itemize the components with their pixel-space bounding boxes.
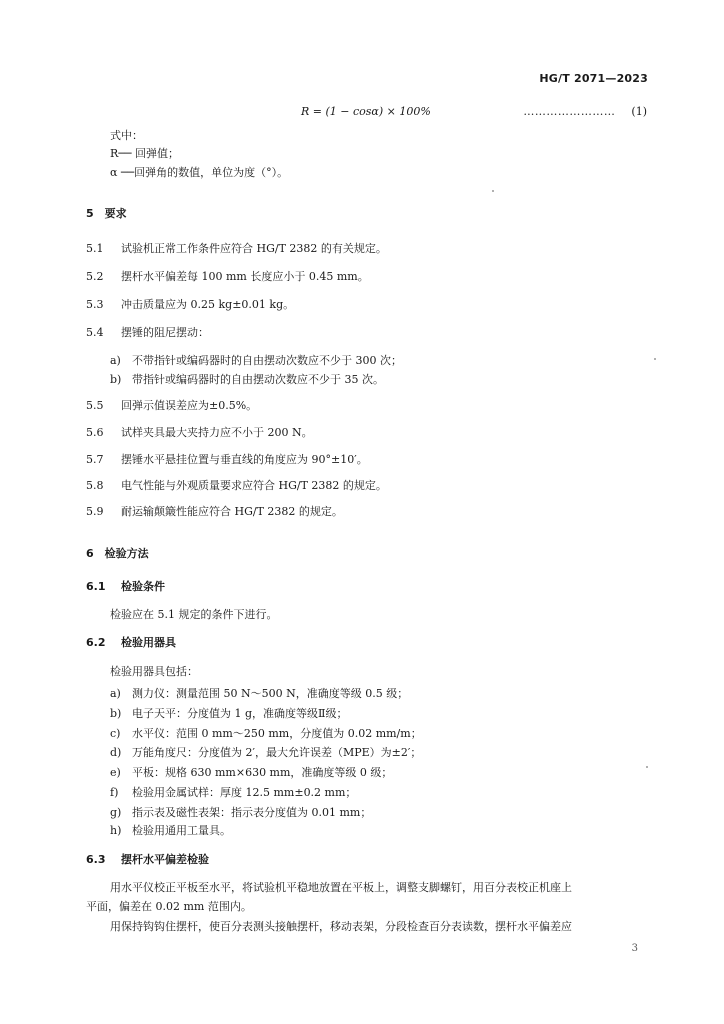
formula-leader-dots: …………………… [523, 105, 616, 118]
clause-text: 摆杆水平偏差每 100 mm 长度应小于 0.45 mm。 [121, 270, 369, 283]
clause-5-5 [86, 397, 257, 413]
list-marker: c) [110, 727, 121, 740]
clause-number: 5.8 [86, 479, 104, 492]
list-text: 万能角度尺：分度值为 2′，最大允许误差（MPE）为±2′； [132, 746, 422, 759]
list-marker: e) [110, 766, 121, 779]
equipment-item-d [110, 744, 421, 760]
list-marker: b) [110, 373, 122, 386]
clause-text: 试验机正常工作条件应符合 HG/T 2382 的有关规定。 [121, 242, 387, 255]
clause-text: 摆锤水平悬挂位置与垂直线的角度应为 90°±10′。 [121, 453, 368, 466]
section-6-heading: 6 检验方法 [86, 547, 149, 560]
equipment-item-f [110, 784, 356, 800]
rebound-formula: R = (1 − cosα) × 100% [301, 105, 431, 118]
list-text: 水平仪：范围 0 mm～250 mm，分度值为 0.02 mm/m； [132, 727, 422, 740]
list-marker: a) [110, 687, 121, 700]
standard-number: HG/T 2071—2023 [539, 72, 648, 85]
clause-6-2-intro: 检验用器具包括： [110, 665, 198, 678]
clause-number: 6.2 [86, 636, 106, 649]
equipment-item-h [110, 822, 231, 838]
list-text: 平板：规格 630 mm×630 mm，准确度等级 0 级； [132, 766, 393, 779]
clause-number: 6.1 [86, 580, 106, 593]
scan-speck [654, 358, 656, 360]
clause-number: 5.7 [86, 453, 104, 466]
list-item-5-4-a [110, 352, 402, 368]
list-text: 检验用金属试样：厚度 12.5 mm±0.2 mm； [132, 786, 357, 799]
list-marker: b) [110, 707, 122, 720]
list-text: 测力仪：测量范围 50 N～500 N，准确度等级 0.5 级； [132, 687, 409, 700]
clause-number: 5.5 [86, 399, 104, 412]
clause-text: 试样夹具最大夹持力应不小于 200 N。 [121, 426, 313, 439]
r-definition: R── 回弹值； [110, 147, 180, 160]
clause-text: 耐运输颠簸性能应符合 HG/T 2382 的规定。 [121, 505, 343, 518]
clause-5-4 [86, 324, 209, 340]
list-item-5-4-b [110, 371, 384, 387]
clause-number: 5.6 [86, 426, 104, 439]
list-marker: d) [110, 746, 122, 759]
list-text: 检验用通用工量具。 [132, 824, 231, 837]
clause-number: 5.9 [86, 505, 104, 518]
clause-6-3-para1-line1: 用水平仪校正平板至水平，将试验机平稳地放置在平板上，调整支脚螺钉，用百分表校正机座上 [110, 881, 572, 894]
formula-number: (1) [631, 105, 647, 118]
clause-5-2 [86, 268, 369, 284]
clause-number: 5.4 [86, 326, 104, 339]
clause-text: 冲击质量应为 0.25 kg±0.01 kg。 [121, 298, 295, 311]
clause-text: 电气性能与外观质量要求应符合 HG/T 2382 的规定。 [121, 479, 387, 492]
clause-5-1 [86, 240, 387, 256]
clause-6-1-heading [86, 578, 165, 594]
clause-5-6 [86, 424, 313, 440]
list-text: 带指针或编码器时的自由摆动次数应不少于 35 次。 [132, 373, 384, 386]
clause-6-3-heading [86, 851, 209, 867]
equipment-item-e [110, 764, 392, 780]
clause-number: 5.1 [86, 242, 104, 255]
clause-6-2-heading [86, 634, 176, 650]
clause-text: 摆锤的阻尼摆动： [121, 326, 209, 339]
list-marker: h) [110, 824, 122, 837]
scan-speck [646, 766, 648, 768]
alpha-definition: α ──回弹角的数值，单位为度（°）。 [110, 166, 289, 179]
equipment-item-g [110, 804, 371, 820]
clause-6-1-body: 检验应在 5.1 规定的条件下进行。 [110, 608, 278, 621]
list-marker: f) [110, 786, 119, 799]
clause-6-3-para2: 用保持钩钩住摆杆，使百分表测头接触摆杆，移动表架，分段检查百分表读数，摆杆水平偏差应 [110, 920, 572, 933]
clause-title: 检验用器具 [121, 636, 176, 649]
list-text: 指示表及磁性表架：指示表分度值为 0.01 mm； [132, 806, 372, 819]
clause-number: 5.2 [86, 270, 104, 283]
clause-number: 6.3 [86, 853, 106, 866]
clause-5-3 [86, 296, 294, 312]
clause-title: 检验条件 [121, 580, 165, 593]
where-title: 式中： [110, 129, 143, 142]
list-marker: g) [110, 806, 122, 819]
section-5-heading: 5 要求 [86, 207, 127, 220]
clause-5-8 [86, 477, 387, 493]
formula-number-line [523, 105, 647, 118]
clause-5-9 [86, 503, 343, 519]
page-number: 3 [631, 943, 638, 954]
clause-title: 摆杆水平偏差检验 [121, 853, 209, 866]
equipment-item-c [110, 725, 422, 741]
clause-5-7 [86, 451, 368, 467]
clause-number: 5.3 [86, 298, 104, 311]
list-text: 电子天平：分度值为 1 g，准确度等级Ⅱ级； [132, 707, 348, 720]
clause-text: 回弹示值误差应为±0.5%。 [121, 399, 258, 412]
equipment-item-a [110, 685, 408, 701]
equipment-item-b [110, 705, 348, 721]
list-text: 不带指针或编码器时的自由摆动次数应不少于 300 次； [132, 354, 402, 367]
clause-6-3-para1-line2: 平面，偏差在 0.02 mm 范围内。 [86, 900, 252, 913]
list-marker: a) [110, 354, 121, 367]
scan-speck [492, 190, 494, 192]
